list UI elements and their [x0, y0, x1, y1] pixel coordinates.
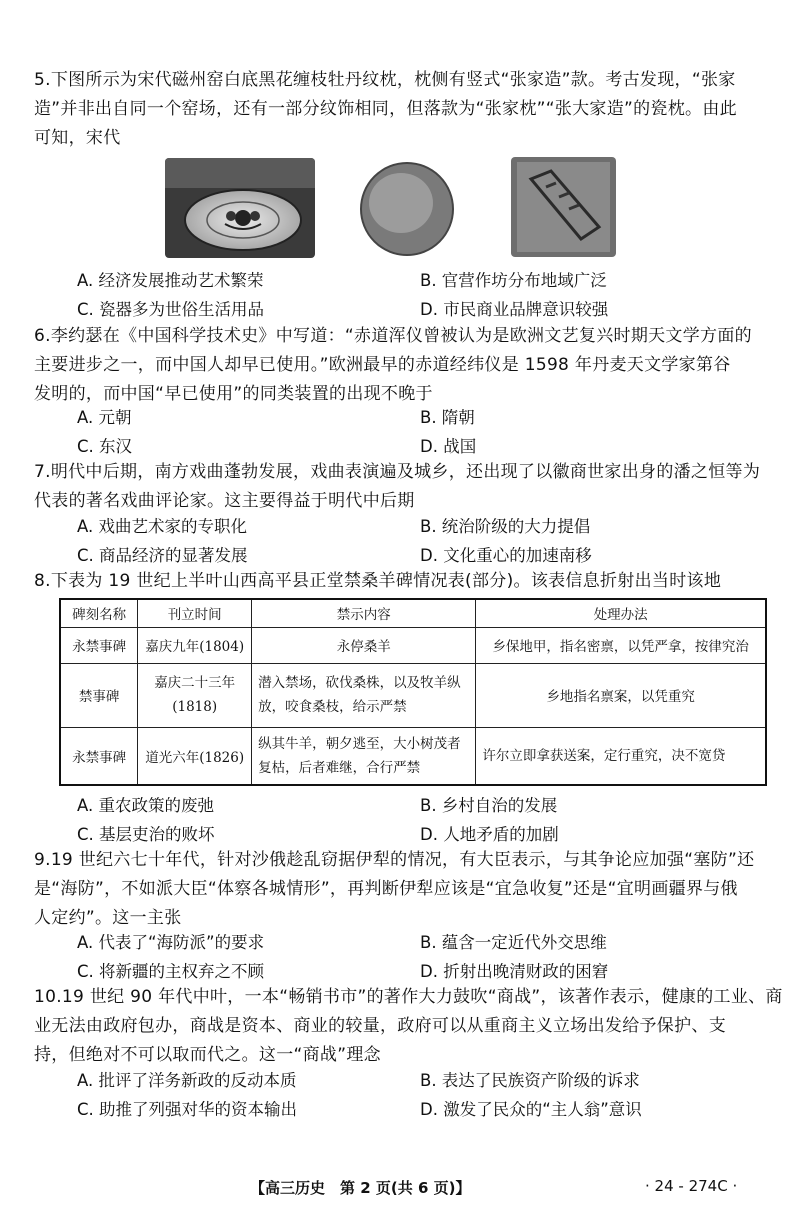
q7-options: [77, 512, 767, 572]
table-row: [60, 727, 766, 785]
q9-option-d[interactable]: D. 折射出晚清财政的困窘: [420, 962, 609, 981]
q5-options: [77, 266, 767, 326]
footer-code: · 24 - 274C ·: [645, 1177, 738, 1195]
q9-option-b[interactable]: B. 蕴含一定近代外交思维: [420, 933, 607, 952]
table-cell-content: 永停桑羊: [252, 627, 476, 663]
q9-option-c[interactable]: C. 将新疆的主权弃之不顾: [77, 962, 265, 981]
question-6: [34, 322, 774, 409]
q5-line-3: 可知，宋代: [34, 128, 121, 148]
q5-option-b[interactable]: B. 官营作坊分布地域广泛: [420, 271, 607, 290]
q6-line-3: 发明的，而中国“早已使用”的同类装置的出现不晚于: [34, 384, 433, 404]
q7-option-c[interactable]: C. 商品经济的显著发展: [77, 546, 248, 565]
pillow-side-image: [357, 157, 457, 257]
stele-table: [59, 598, 767, 786]
q9-options: [77, 928, 767, 988]
question-7: [34, 458, 774, 516]
q10-option-d[interactable]: D. 激发了民众的“主人翁”意识: [420, 1100, 642, 1119]
q10-line-2: 业无法由政府包办，商战是资本、商业的较量，政府可以从重商主义立场出发给予保护、支: [34, 1016, 726, 1036]
q7-option-a[interactable]: A. 戏曲艺术家的专职化: [77, 517, 247, 536]
table-cell-time: 嘉庆九年(1804): [138, 627, 252, 663]
q9-line-1: 9.19 世纪六七十年代，针对沙俄趁乱窃据伊犁的情况，有大臣表示，与其争论应加强“塞防”还: [34, 850, 755, 870]
table-cell-name: 禁事碑: [60, 663, 138, 727]
pillow-stamp-photo: [511, 157, 616, 257]
q7-option-b[interactable]: B. 统治阶级的大力提倡: [420, 517, 591, 536]
table-header-time: 刊立时间: [138, 599, 252, 627]
table-header-action: 处理办法: [476, 599, 766, 627]
q5-option-a[interactable]: A. 经济发展推动艺术繁荣: [77, 271, 264, 290]
q6-line-2: 主要进步之一，而中国人却早已使用。”欧洲最早的赤道经纬仪是 1598 年丹麦天文学家第谷: [34, 355, 731, 375]
table-cell-content: 潜入禁场，砍伐桑株，以及牧羊纵放，咬食桑枝，给示严禁: [252, 663, 476, 727]
table-cell-name: 永禁事碑: [60, 727, 138, 785]
q6-option-a[interactable]: A. 元朝: [77, 408, 132, 427]
table-row: [60, 663, 766, 727]
q5-option-c[interactable]: C. 瓷器多为世俗生活用品: [77, 300, 265, 319]
table-cell-action: 乡保地甲，指名密禀，以凭严拿，按律究治: [476, 627, 766, 663]
pillow-top-image: [165, 158, 315, 258]
q8-option-d[interactable]: D. 人地矛盾的加剧: [420, 825, 559, 844]
q7-line-2: 代表的著名戏曲评论家。这主要得益于明代中后期: [34, 491, 415, 511]
q8-option-c[interactable]: C. 基层吏治的败坏: [77, 825, 215, 844]
q6-option-b[interactable]: B. 隋朝: [420, 408, 475, 427]
q10-line-1: 10.19 世纪 90 年代中叶，一本“畅销书市”的著作大力鼓吹“商战”，该著作表示，健康的工业、商: [34, 987, 783, 1007]
table-header-name: 碑刻名称: [60, 599, 138, 627]
question-8: [34, 567, 774, 596]
table-cell-time: 道光六年(1826): [138, 727, 252, 785]
q6-option-d[interactable]: D. 战国: [420, 437, 477, 456]
question-5: [34, 66, 774, 153]
q10-option-c[interactable]: C. 助推了列强对华的资本输出: [77, 1100, 298, 1119]
footer-page-label: 【高三历史 第 2 页(共 6 页)】: [250, 1179, 471, 1197]
q8-option-a[interactable]: A. 重农政策的废弛: [77, 796, 214, 815]
q7-option-d[interactable]: D. 文化重心的加速南移: [420, 546, 592, 565]
q5-line-2: 造”并非出自同一个窑场，还有一部分纹饰相同，但落款为“张家枕”“张大家造”的瓷枕。由此: [34, 99, 737, 119]
q8-options: [77, 791, 767, 851]
q5-line-1: 5.下图所示为宋代磁州窑白底黑花缠枝牡丹纹枕，枕侧有竖式“张家造”款。考古发现，“张家: [34, 70, 736, 90]
question-10: [34, 983, 783, 1070]
table-row: [60, 627, 766, 663]
table-cell-action: 许尔立即拿获送案，定行重究，决不宽贷: [476, 727, 766, 785]
question-9: [34, 846, 774, 933]
q5-option-d[interactable]: D. 市民商业品牌意识较强: [420, 300, 609, 319]
q6-option-c[interactable]: C. 东汉: [77, 437, 133, 456]
table-header-row: [60, 599, 766, 627]
q9-line-2: 是“海防”，不如派大臣“体察各城情形”，再判断伊犁应该是“宜急收复”还是“宜明画疆界与俄: [34, 879, 738, 899]
q10-line-3: 持，但绝对不可以取而代之。这一“商战”理念: [34, 1045, 381, 1065]
pillow-side-photo: [357, 157, 457, 257]
q9-option-a[interactable]: A. 代表了“海防派”的要求: [77, 933, 265, 952]
q10-options: [77, 1066, 767, 1126]
table-cell-content: 纵其牛羊，朝夕逃至，大小树茂者复枯，后者难继，合行严禁: [252, 727, 476, 785]
table-cell-time: 嘉庆二十三年(1818): [138, 663, 252, 727]
table-cell-name: 永禁事碑: [60, 627, 138, 663]
q6-line-1: 6.李约瑟在《中国科学技术史》中写道：“赤道浑仪曾被认为是欧洲文艺复兴时期天文学方面的: [34, 326, 752, 346]
q10-option-a[interactable]: A. 批评了洋务新政的反动本质: [77, 1071, 297, 1090]
q10-option-b[interactable]: B. 表达了民族资产阶级的诉求: [420, 1071, 640, 1090]
q6-options: [77, 403, 767, 463]
pillow-stamp-image: [511, 157, 616, 257]
q8-line-1: 8.下表为 19 世纪上半叶山西高平县正堂禁桑羊碑情况表(部分)。该表信息折射出当时该地: [34, 571, 722, 591]
table-cell-action: 乡地指名禀案，以凭重究: [476, 663, 766, 727]
pillow-top-photo: [165, 158, 315, 258]
q9-line-3: 人定约”。这一主张: [34, 908, 182, 928]
table-header-content: 禁示内容: [252, 599, 476, 627]
q7-line-1: 7.明代中后期，南方戏曲蓬勃发展，戏曲表演遍及城乡，还出现了以徽商世家出身的潘之恒等为: [34, 462, 761, 482]
q8-option-b[interactable]: B. 乡村自治的发展: [420, 796, 558, 815]
